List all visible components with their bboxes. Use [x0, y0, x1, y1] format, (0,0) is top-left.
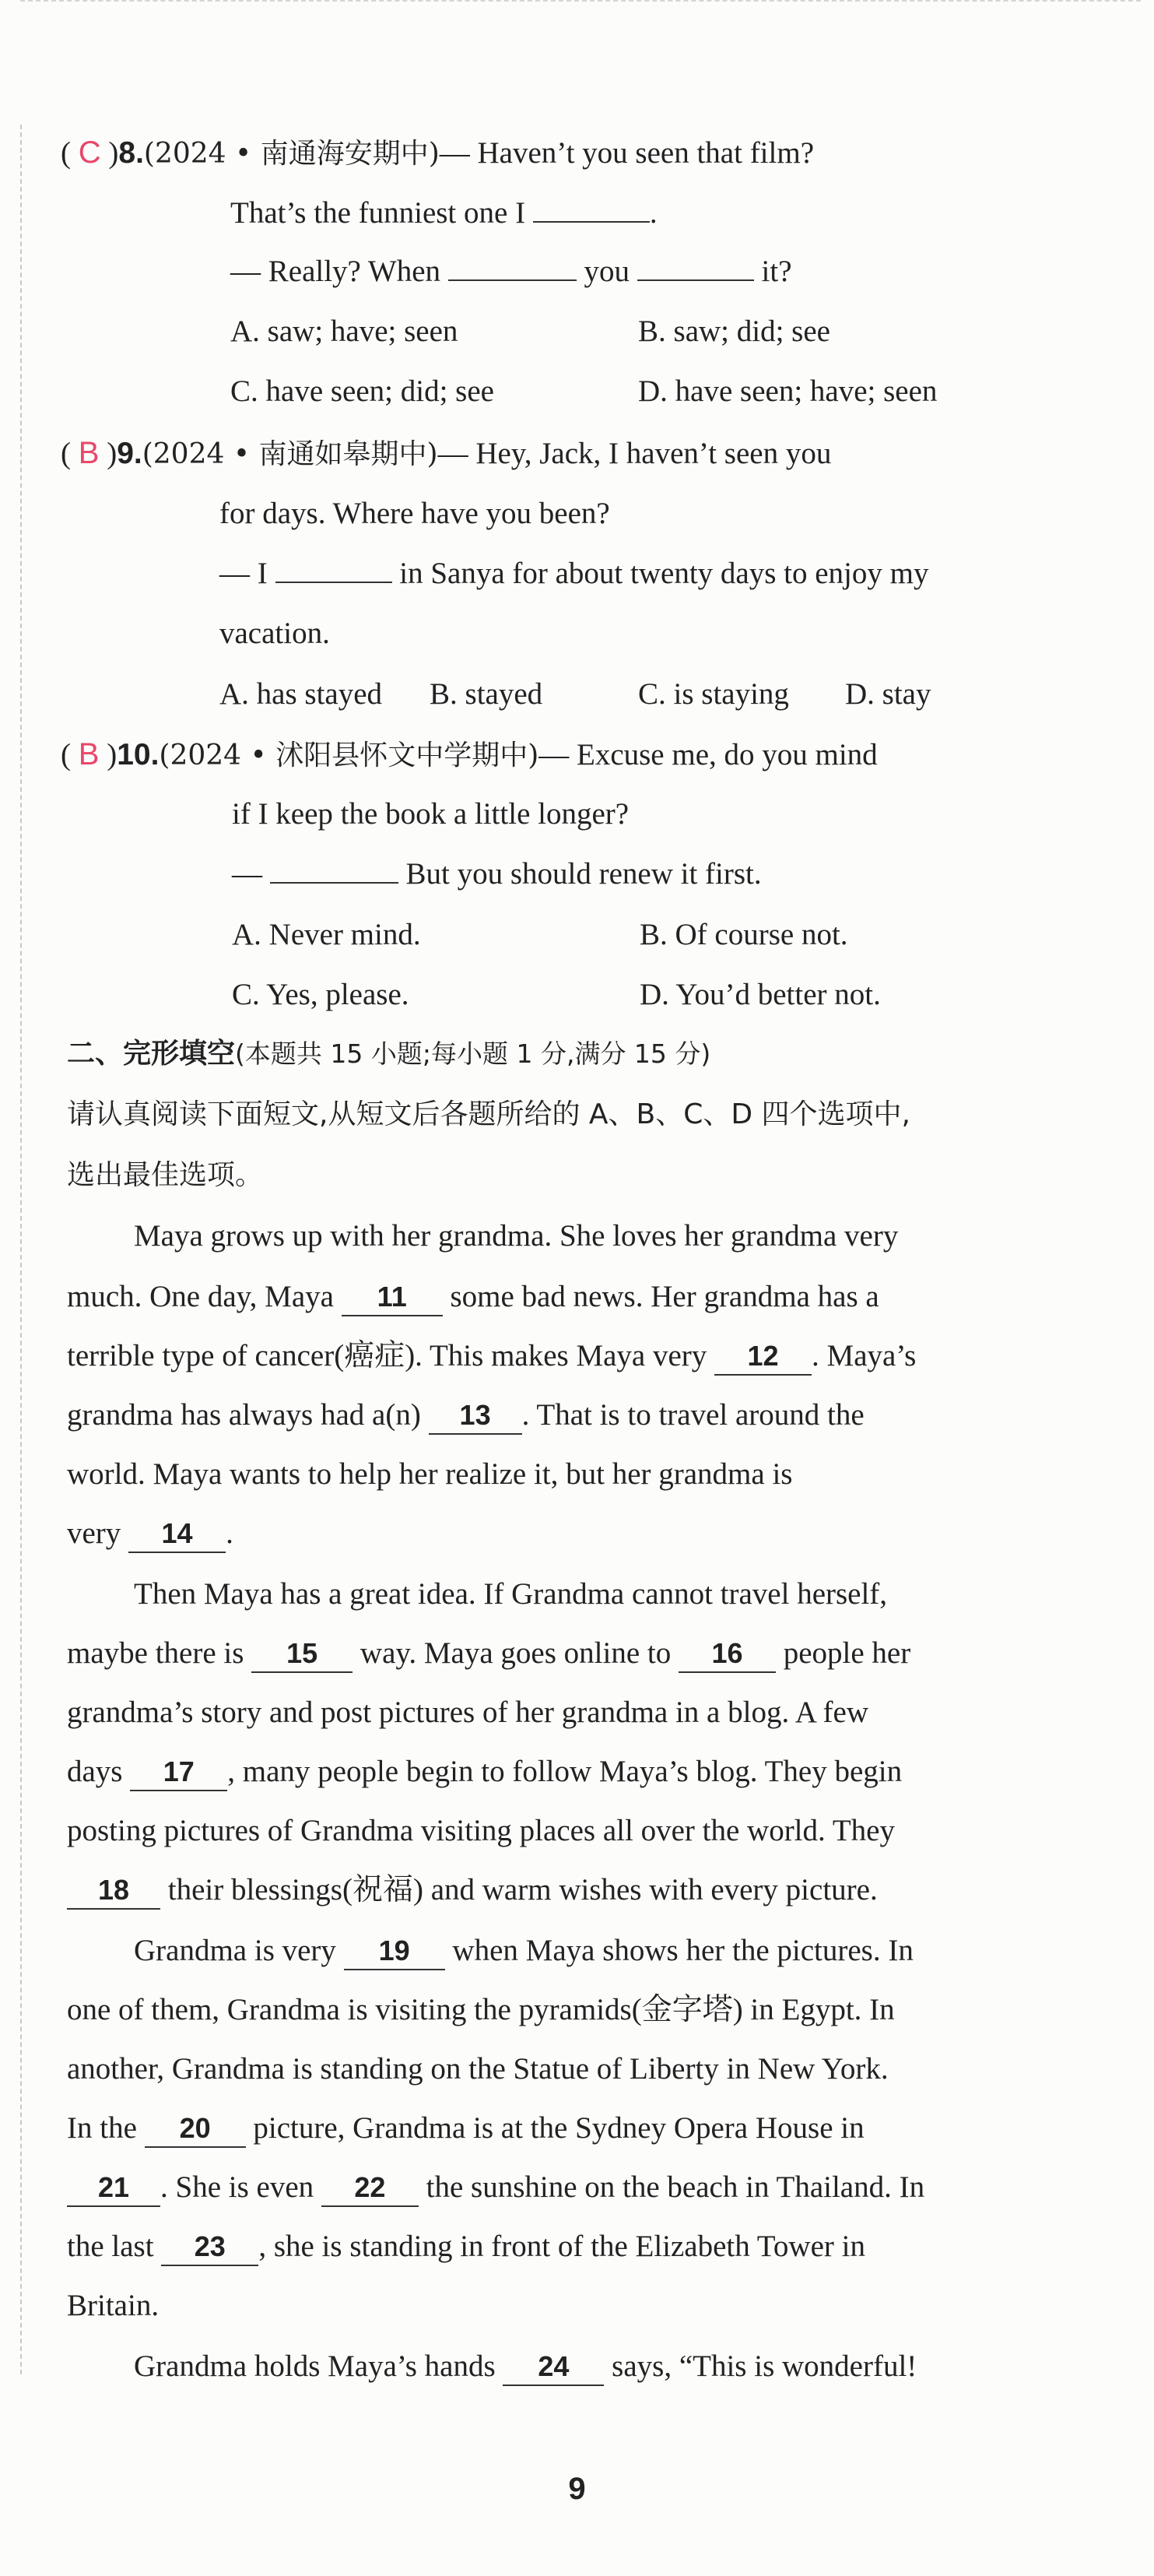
- passage-line: [67, 2108, 865, 2149]
- passage-line: [67, 1395, 865, 1436]
- passage-text: says, “This is wonderful!: [612, 2349, 917, 2383]
- passage-line: world. Maya wants to help her realize it, but her grandma is: [67, 1457, 793, 1491]
- blank[interactable]: [533, 193, 650, 223]
- section-note: (本题共 15 小题;每小题 1 分,满分 15 分): [235, 1038, 711, 1069]
- option-9a[interactable]: A. has stayed: [219, 677, 383, 711]
- section-title: [67, 1034, 710, 1074]
- question-10-stem-1: — Excuse me, do you mind: [538, 738, 878, 771]
- blank-17[interactable]: 17: [130, 1754, 227, 1791]
- question-9-stem-1: — Hey, Jack, I haven’t seen you: [437, 437, 832, 470]
- passage-text: days: [67, 1755, 123, 1788]
- blank-21[interactable]: 21: [67, 2170, 160, 2207]
- question-10-header: ( B )10.(2024 • 沭阳县怀文中学期中)— Excuse me, do you mind: [61, 737, 878, 771]
- passage-text: way. Maya goes online to: [360, 1636, 672, 1670]
- blank-18[interactable]: 18: [67, 1872, 160, 1910]
- question-8-stem-4: — Really? When: [230, 255, 441, 288]
- passage-text: Grandma holds Maya’s hands: [134, 2349, 496, 2383]
- question-10-stem-2: if I keep the book a little longer?: [232, 797, 630, 831]
- passage-line: [67, 1513, 233, 1554]
- passage-text: . Maya’s: [812, 1339, 917, 1372]
- question-8-stem-1: — Haven’t you seen that film?: [439, 136, 815, 170]
- option-8d[interactable]: D. have seen; have; seen: [638, 374, 938, 408]
- passage-line: [134, 2346, 917, 2387]
- blank-23[interactable]: 23: [161, 2229, 258, 2266]
- option-10b[interactable]: B. Of course not.: [640, 918, 848, 951]
- question-8-line-2: [230, 193, 658, 234]
- blank-13[interactable]: 13: [429, 1397, 522, 1435]
- answer-8: C: [78, 135, 101, 170]
- instruction-line-1: 请认真阅读下面短文,从短文后各题所给的 A、B、C、D 四个选项中,: [67, 1098, 910, 1130]
- section-heading: 二、完形填空: [67, 1038, 236, 1070]
- blank-19[interactable]: 19: [344, 1933, 445, 1970]
- top-dashed-rule: [20, 0, 1141, 2]
- passage-line: Maya grows up with her grandma. She loves her grandma very: [134, 1219, 899, 1253]
- passage-text: , many people begin to follow Maya’s blog. They begin: [227, 1755, 903, 1788]
- question-9-line-3: [219, 554, 928, 594]
- question-9-stem-5: vacation.: [219, 617, 330, 650]
- blank-14[interactable]: 14: [128, 1516, 226, 1553]
- blank-22[interactable]: 22: [321, 2170, 419, 2207]
- question-9-number: 9.: [117, 437, 142, 470]
- passage-text: , she is standing in front of the Elizabeth Tower in: [258, 2230, 865, 2263]
- option-8c[interactable]: C. have seen; did; see: [230, 374, 494, 408]
- passage-text: the last: [67, 2230, 154, 2263]
- question-8-stem-3: .: [649, 196, 658, 230]
- question-8-source: (2024 • 南通海安期中): [143, 138, 440, 170]
- passage-line: grandma’s story and post pictures of her grandma in a blog. A few: [67, 1696, 869, 1729]
- blank[interactable]: [270, 854, 398, 884]
- question-10-line-3: [232, 854, 762, 894]
- blank[interactable]: [637, 251, 754, 281]
- passage-text: their blessings(祝福) and warm wishes with every picture.: [167, 1873, 878, 1907]
- option-9b[interactable]: B. stayed: [430, 677, 543, 711]
- question-10-stem-3: —: [232, 857, 262, 891]
- question-9-stem-2: for days. Where have you been?: [219, 497, 610, 530]
- passage-text: maybe there is: [67, 1636, 244, 1670]
- passage-line: one of them, Grandma is visiting the pyramids(金字塔) in Egypt. In: [67, 1993, 895, 2026]
- answer-10: B: [78, 737, 100, 771]
- instruction-line-2: 选出最佳选项。: [67, 1159, 264, 1191]
- passage-text: . That is to travel around the: [521, 1398, 865, 1432]
- option-10a[interactable]: A. Never mind.: [232, 918, 421, 951]
- question-8-header: ( C )8.(2024 • 南通海安期中)— Haven’t you seen that film?: [61, 135, 815, 170]
- question-8-line-3: [230, 251, 792, 292]
- passage-text: Grandma is very: [134, 1934, 336, 1967]
- blank-15[interactable]: 15: [251, 1636, 353, 1673]
- blank-20[interactable]: 20: [145, 2110, 246, 2148]
- page-number: 9: [568, 2472, 586, 2506]
- passage-text: . She is even: [160, 2170, 314, 2204]
- passage-text: the sunshine on the beach in Thailand. In: [426, 2170, 925, 2204]
- passage-text: when Maya shows her the pictures. In: [452, 1934, 914, 1967]
- passage-line: another, Grandma is standing on the Statue of Liberty in New York.: [67, 2052, 889, 2086]
- passage-text: In the: [67, 2111, 137, 2145]
- passage-text: some bad news. Her grandma has a: [450, 1280, 879, 1313]
- blank[interactable]: [448, 251, 577, 281]
- passage-text: .: [226, 1516, 233, 1550]
- passage-line: [67, 1633, 910, 1674]
- passage-line: Britain.: [67, 2289, 160, 2322]
- passage-text: people her: [783, 1636, 911, 1670]
- question-8-stem-5: you: [584, 255, 630, 288]
- option-10d[interactable]: D. You’d better not.: [640, 978, 881, 1011]
- passage-line: [67, 1752, 902, 1792]
- question-8-stem-6: it?: [761, 255, 792, 288]
- left-dashed-margin: [20, 125, 22, 2374]
- question-9-source: (2024 • 南通如皋期中): [142, 438, 438, 470]
- question-10-number: 10.: [117, 738, 160, 771]
- option-8b[interactable]: B. saw; did; see: [638, 315, 830, 348]
- blank-11[interactable]: 11: [342, 1279, 443, 1316]
- passage-line: [67, 2167, 924, 2208]
- passage-line: [67, 2226, 865, 2267]
- blank[interactable]: [275, 554, 392, 583]
- passage-text: very: [67, 1516, 121, 1550]
- passage-text: picture, Grandma is at the Sydney Opera House in: [253, 2111, 865, 2145]
- question-10-source: (2024 • 沭阳县怀文中学期中): [159, 740, 539, 771]
- option-9d[interactable]: D. stay: [845, 677, 931, 711]
- blank-12[interactable]: 12: [714, 1338, 812, 1376]
- option-9c[interactable]: C. is staying: [638, 677, 789, 711]
- passage-line: [134, 1931, 914, 1971]
- passage-line: Then Maya has a great idea. If Grandma cannot travel herself,: [134, 1577, 888, 1611]
- question-9-header: ( B )9.(2024 • 南通如皋期中)— Hey, Jack, I haven’t seen you: [61, 436, 832, 470]
- passage-line: [67, 1870, 878, 1910]
- option-8a[interactable]: A. saw; have; seen: [230, 315, 458, 348]
- question-9-stem-4: in Sanya for about twenty days to enjoy my: [399, 557, 929, 590]
- passage-line: [67, 1277, 879, 1317]
- question-10-stem-4: But you should renew it first.: [405, 857, 762, 891]
- blank-24[interactable]: 24: [503, 2349, 604, 2386]
- passage-line: posting pictures of Grandma visiting places all over the world. They: [67, 1814, 895, 1847]
- blank-16[interactable]: 16: [679, 1636, 776, 1673]
- answer-9: B: [78, 436, 100, 470]
- question-8-number: 8.: [118, 136, 144, 170]
- option-10c[interactable]: C. Yes, please.: [232, 978, 409, 1011]
- passage-text: grandma has always had a(n): [67, 1398, 421, 1432]
- passage-text: much. One day, Maya: [67, 1280, 334, 1313]
- question-8-stem-2: That’s the funniest one I: [230, 196, 526, 230]
- passage-line: [67, 1336, 916, 1376]
- passage-text: terrible type of cancer(癌症). This makes Maya very: [67, 1339, 707, 1372]
- question-9-stem-3: — I: [219, 557, 268, 590]
